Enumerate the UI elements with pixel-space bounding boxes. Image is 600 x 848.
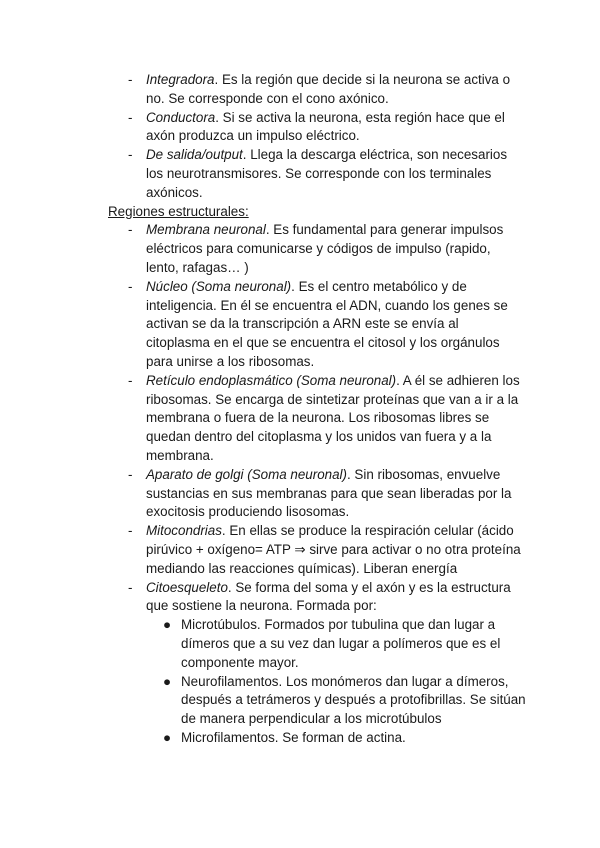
text-nucleo: . Es el centro metabólico y de inteligencia. En él se encuentra el ADN, cuando los genes se activan se da la transcripción a ARN este se envía al citoplasma en el que se encuentra el citosol y los orgánulos para unirse a los ribosomas.	[146, 278, 508, 369]
bullet-marker: ●	[163, 617, 172, 633]
list-item-golgi	[0, 466, 526, 522]
term-nucleo: Núcleo (Soma neuronal)	[146, 278, 292, 294]
text-integradora: . Es la región que decide si la neurona se activa o no. Se corresponde con el cono axónico.	[146, 72, 511, 106]
document-page	[0, 71, 600, 748]
text-mitocondrias: . En ellas se produce la respiración celular (ácido pirúvico + oxígeno= ATP ⇒ sirve para activar o no otra proteína mediando las reacciones químicas). Liberan energía	[146, 523, 521, 576]
bullet-marker: ●	[163, 729, 172, 745]
term-mitocondrias: Mitocondrias	[146, 523, 222, 539]
sublist-item-microtubulos	[0, 616, 527, 672]
structural-regions-list	[0, 221, 600, 747]
text-reticulo: . A él se adhieren los ribosomas. Se encarga de sintetizar proteínas que van a ir a la membrana o fuera de la neurona. Los ribosomas libres se quedan dentro del citoplasma y los unidos van fuera y a la membrana.	[146, 372, 520, 463]
term-de-salida: De salida/output	[146, 147, 243, 163]
list-item-de-salida	[0, 146, 526, 202]
bullet-marker: ●	[163, 673, 172, 689]
text-neurofilamentos: Neurofilamentos. Los monómeros dan lugar a dímeros, después a tetrámeros y después a protofibrillas. Se sitúan de manera perpendicular a los microtúbulos	[181, 673, 526, 727]
dash-marker: -	[128, 278, 133, 294]
cytoskeleton-sublist	[146, 616, 526, 748]
list-item-membrana	[0, 221, 526, 277]
term-integradora: Integradora	[146, 72, 215, 87]
dash-marker: -	[128, 523, 133, 539]
term-citoesqueleto: Citoesqueleto	[146, 579, 228, 595]
list-item-citoesqueleto	[0, 579, 526, 748]
list-item-mitocondrias	[0, 522, 526, 578]
text-conductora: . Si se activa la neurona, esta región hace que el axón produzca un impulso eléctrico.	[146, 109, 505, 144]
list-item-integradora	[0, 71, 526, 109]
list-item-conductora	[0, 109, 526, 147]
term-membrana: Membrana neuronal	[146, 222, 266, 238]
dash-marker: -	[128, 147, 133, 163]
dash-marker: -	[128, 109, 133, 125]
term-conductora: Conductora	[146, 109, 216, 125]
functional-regions-list	[0, 71, 600, 203]
list-item-reticulo	[0, 372, 526, 466]
sublist-item-microfilamentos	[0, 729, 527, 748]
text-membrana: . Es fundamental para generar impulsos eléctricos para comunicarse y códigos de impulso (rapido, lento, rafagas… )	[146, 222, 504, 275]
dash-marker: -	[128, 372, 133, 388]
text-de-salida: . Llega la descarga eléctrica, son necesarios los neurotransmisores. Se corresponde con los terminales axónicos.	[146, 147, 508, 200]
dash-marker: -	[128, 579, 133, 595]
text-citoesqueleto: . Se forma del soma y el axón y es la estructura que sostiene la neurona. Formada por:	[146, 579, 511, 614]
sublist-item-neurofilamentos	[0, 673, 527, 729]
text-microfilamentos: Microfilamentos. Se forman de actina.	[181, 729, 406, 745]
section-heading-structural: Regiones estructurales:	[108, 203, 249, 219]
text-golgi: . Sin ribosomas, envuelve sustancias en sus membranas para que sean liberadas por la exocitosis produciendo lisosomas.	[146, 466, 512, 520]
dash-marker: -	[128, 466, 133, 482]
term-golgi: Aparato de golgi (Soma neuronal)	[146, 466, 347, 482]
dash-marker: -	[128, 72, 133, 87]
text-microtubulos: Microtúbulos. Formados por tubulina que dan lugar a dímeros que a su vez dan lugar a polímeros que es el componente mayor.	[181, 617, 501, 670]
list-item-nucleo	[0, 278, 526, 372]
dash-marker: -	[128, 222, 133, 238]
term-reticulo: Retículo endoplasmático (Soma neuronal)	[146, 372, 397, 388]
